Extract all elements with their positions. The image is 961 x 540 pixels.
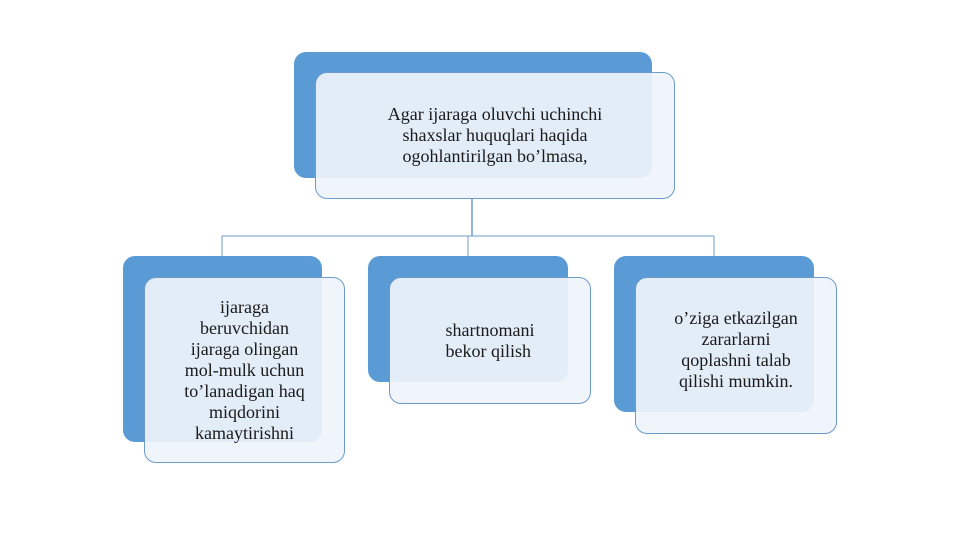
child-node-2-front bbox=[389, 277, 591, 404]
top-node-front bbox=[315, 72, 675, 199]
top-node-label: Agar ijaraga oluvchi uchinchi shaxslar huquqlari haqida ogohlantirilgan bo’lmasa, bbox=[387, 104, 603, 166]
child-node-1-label: ijaraga beruvchidan ijaraga olingan mol-mulk uchun to’lanadigan haq miqdorini kamaytirishni bbox=[184, 296, 305, 443]
child-node-3-front bbox=[635, 277, 837, 434]
child-node-1-front bbox=[144, 277, 345, 463]
child-node-2-label: shartnomani bekor qilish bbox=[445, 319, 535, 361]
child-node-3-label: o’ziga etkazilgan zararlarni qoplashni talab qilishi mumkin. bbox=[674, 308, 798, 391]
